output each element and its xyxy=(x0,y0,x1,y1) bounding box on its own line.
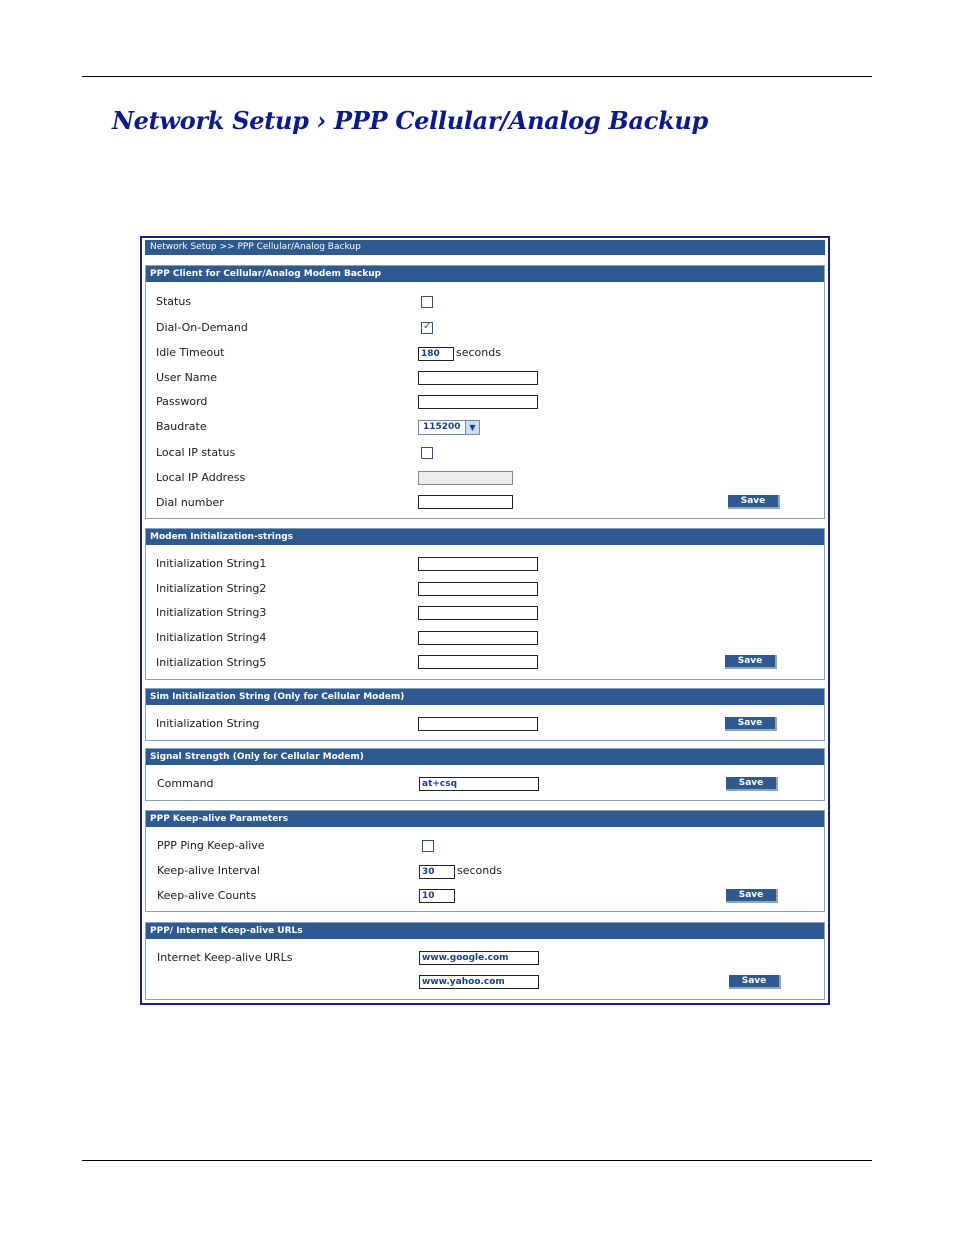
init-string-4-label: Initialization String4 xyxy=(156,631,267,644)
status-label: Status xyxy=(156,295,192,308)
save-button[interactable]: Save xyxy=(728,495,780,509)
local-ip-status-checkbox[interactable] xyxy=(421,447,433,459)
section-header: Sim Initialization String (Only for Cellular Modem) xyxy=(146,689,824,705)
section-header: PPP Keep-alive Parameters xyxy=(146,811,824,827)
command-input[interactable]: at+csq xyxy=(419,777,539,791)
sim-init-string-input[interactable] xyxy=(418,717,538,731)
section-header: Modem Initialization-strings xyxy=(146,529,824,545)
dial-on-demand-label: Dial-On-Demand xyxy=(156,321,248,334)
init-string-3-label: Initialization String3 xyxy=(156,606,267,619)
section-modem-init xyxy=(145,528,825,680)
sim-init-string-label: Initialization String xyxy=(156,717,260,730)
idle-timeout-label: Idle Timeout xyxy=(156,346,225,359)
section-header: PPP Client for Cellular/Analog Modem Backup xyxy=(146,266,824,282)
save-button[interactable]: Save xyxy=(729,975,781,989)
section-ppp-client xyxy=(145,265,825,519)
local-ip-status-label: Local IP status xyxy=(156,446,236,459)
username-input[interactable] xyxy=(418,371,538,385)
init-string-2-input[interactable] xyxy=(418,582,538,596)
dial-number-input[interactable] xyxy=(418,495,513,509)
ping-keepalive-checkbox[interactable] xyxy=(422,840,434,852)
save-button[interactable]: Save xyxy=(725,717,777,731)
dial-on-demand-checkbox[interactable] xyxy=(421,322,433,334)
baudrate-select[interactable] xyxy=(418,420,480,435)
init-string-5-input[interactable] xyxy=(418,655,538,669)
init-string-5-label: Initialization String5 xyxy=(156,656,267,669)
save-button[interactable]: Save xyxy=(726,777,778,791)
save-button[interactable]: Save xyxy=(726,889,778,903)
section-keepalive-urls xyxy=(145,922,825,1000)
section-keepalive xyxy=(145,810,825,912)
command-label: Command xyxy=(157,777,214,790)
idle-timeout-input[interactable]: 180 xyxy=(418,347,454,361)
local-ip-address-input xyxy=(418,471,513,485)
ping-keepalive-label: PPP Ping Keep-alive xyxy=(157,839,265,852)
local-ip-address-label: Local IP Address xyxy=(156,471,246,484)
section-sim-init xyxy=(145,688,825,741)
username-label: User Name xyxy=(156,371,218,384)
password-input[interactable] xyxy=(418,395,538,409)
init-string-3-input[interactable] xyxy=(418,606,538,620)
init-string-1-input[interactable] xyxy=(418,557,538,571)
keepalive-counts-label: Keep-alive Counts xyxy=(157,889,257,902)
section-header: Signal Strength (Only for Cellular Modem) xyxy=(146,749,824,765)
baudrate-label: Baudrate xyxy=(156,420,207,433)
keepalive-counts-input[interactable]: 10 xyxy=(419,889,455,903)
status-checkbox[interactable] xyxy=(421,296,433,308)
keepalive-interval-input[interactable]: 30 xyxy=(419,865,455,879)
keepalive-url-2-input[interactable]: www.yahoo.com xyxy=(419,975,539,989)
init-string-2-label: Initialization String2 xyxy=(156,582,267,595)
init-string-4-input[interactable] xyxy=(418,631,538,645)
page-title: Network Setup › PPP Cellular/Analog Backup xyxy=(112,106,709,135)
keepalive-url-1-input[interactable]: www.google.com xyxy=(419,951,539,965)
keepalive-interval-label: Keep-alive Interval xyxy=(157,864,260,877)
password-label: Password xyxy=(156,395,208,408)
dial-number-label: Dial number xyxy=(156,496,224,509)
baudrate-value: 115200 xyxy=(423,422,461,432)
idle-timeout-unit: seconds xyxy=(456,346,501,359)
bottom-rule xyxy=(82,1160,872,1161)
breadcrumb: Network Setup >> PPP Cellular/Analog Backup xyxy=(145,240,825,255)
check-icon: ✓ xyxy=(423,321,432,332)
chevron-down-icon[interactable]: ▼ xyxy=(465,421,479,434)
save-button[interactable]: Save xyxy=(725,655,777,669)
section-header: PPP/ Internet Keep-alive URLs xyxy=(146,923,824,939)
section-signal-strength xyxy=(145,748,825,801)
keepalive-interval-unit: seconds xyxy=(457,864,502,877)
init-string-1-label: Initialization String1 xyxy=(156,557,267,570)
top-rule xyxy=(82,76,872,77)
settings-panel xyxy=(140,236,830,1005)
keepalive-urls-label: Internet Keep-alive URLs xyxy=(157,951,293,964)
